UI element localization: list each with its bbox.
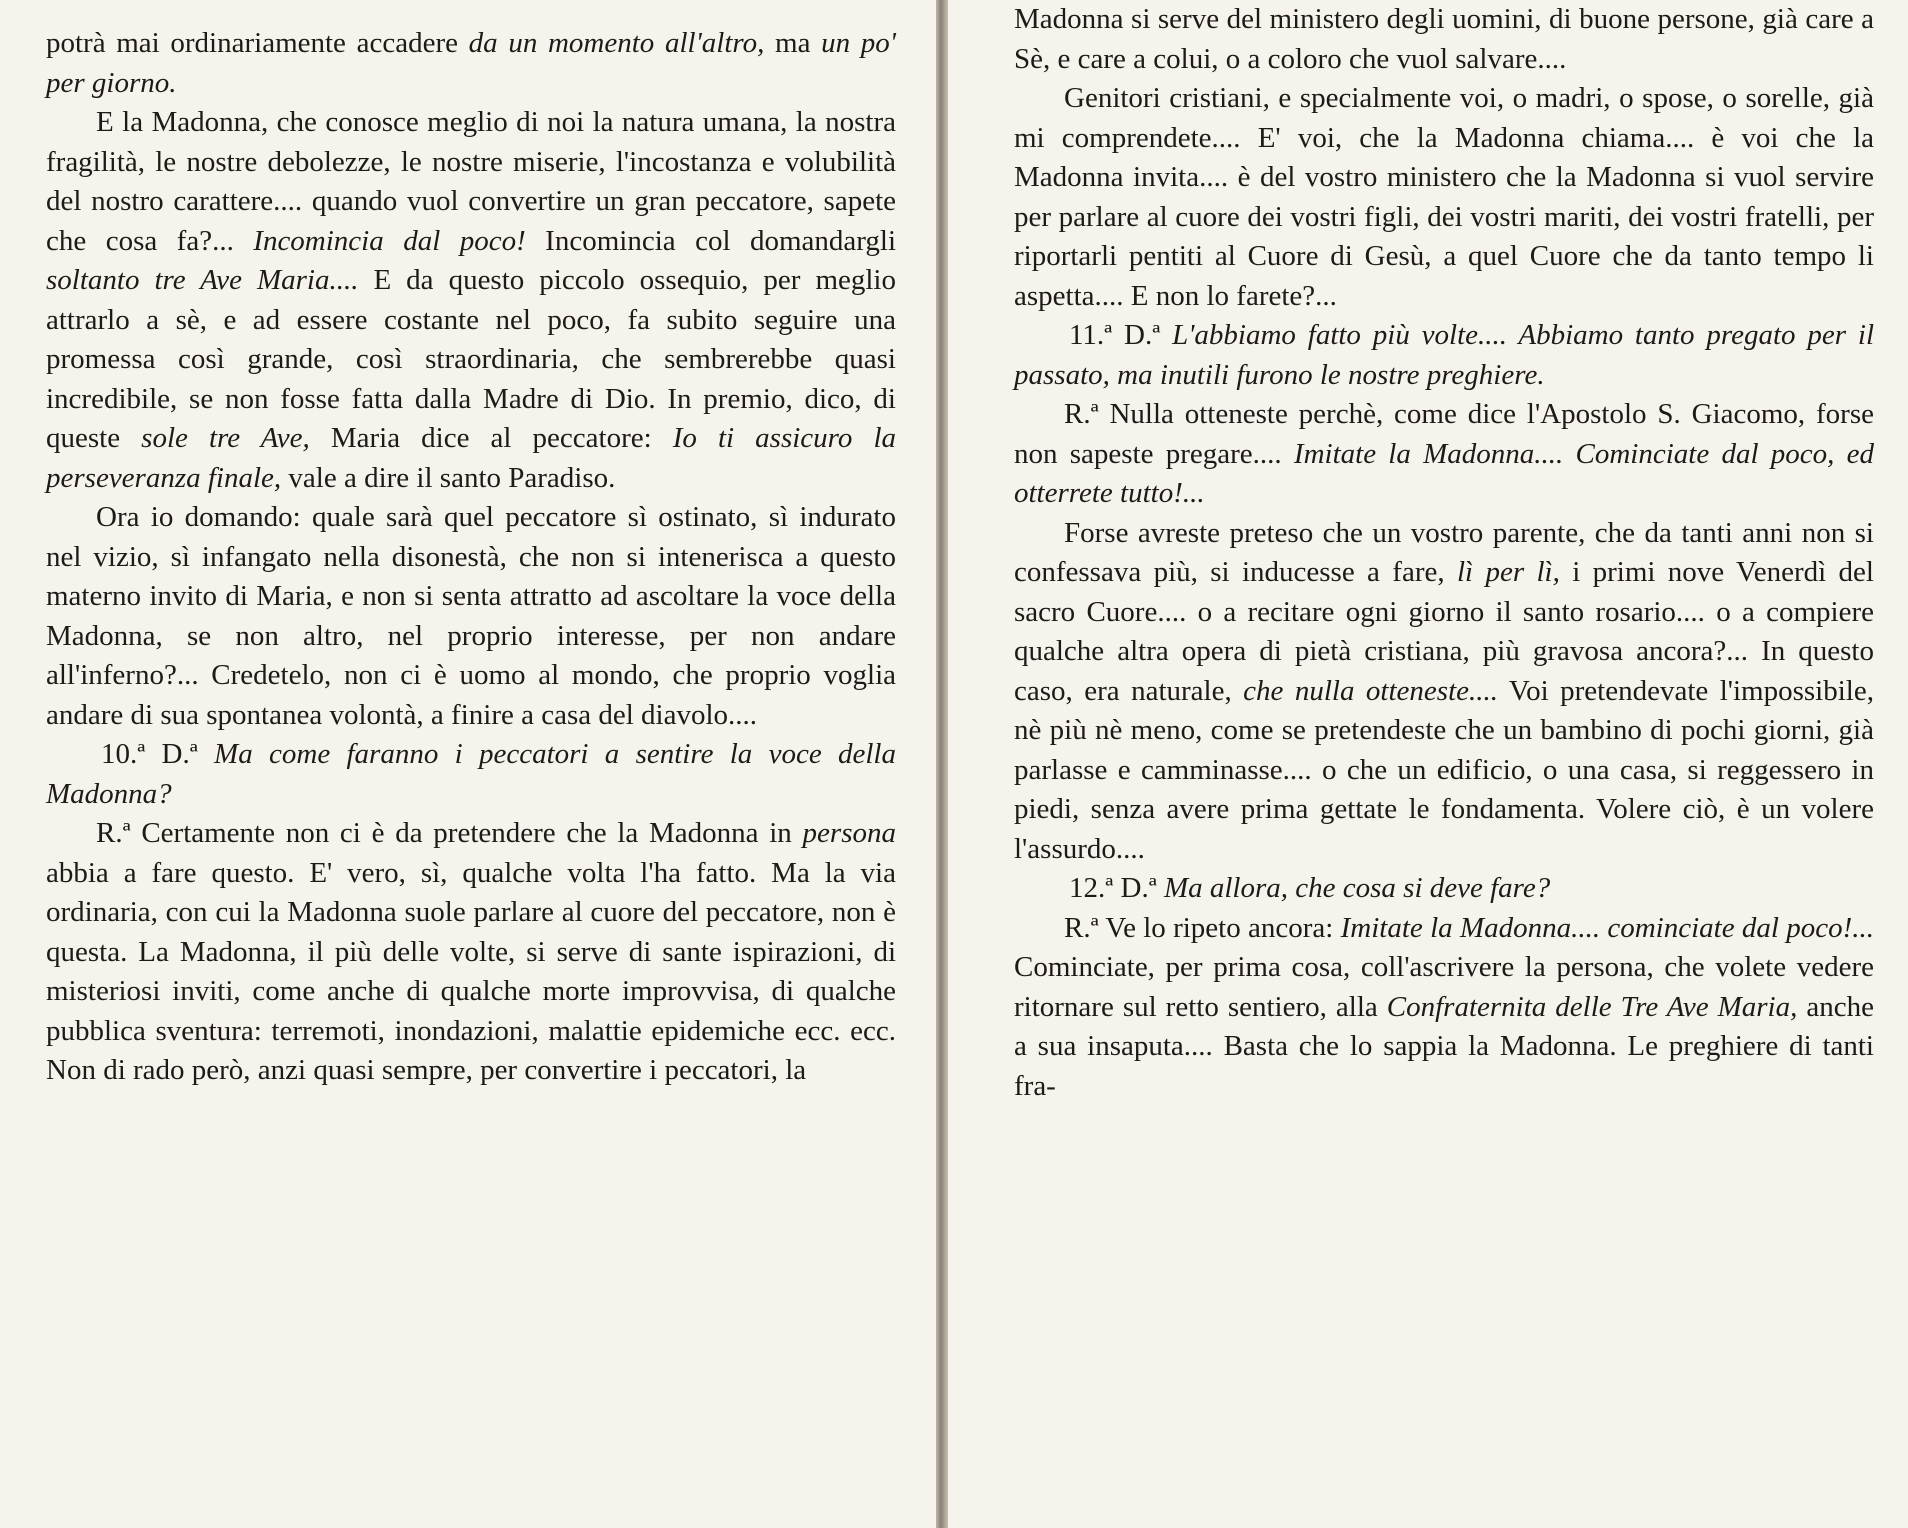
left-page bbox=[0, 0, 936, 1528]
text-run: Voi pretendevate l'impossibile, nè più nè meno, come se pretendeste che un bambino di pochi giorni, già parlasse e camminasse.... o che un edificio, o una casa, si reggessero in piedi, senza avere prima gettate le fondamenta. Volere ciò, è un volere l'assurdo.... bbox=[1014, 674, 1874, 865]
text-run: E la Madonna, che conosce meglio di noi la natura umana, la nostra fragilità, le nostre debolezze, le nostre miserie, l'incostanza e volubilità del nostro carattere.... quando vuol convertire un gran peccatore, sapete che cosa fa?... bbox=[46, 106, 896, 257]
italic-run: L'abbiamo fatto più volte.... Abbiamo tanto pregato per il passato, ma inutili furono le nostre preghiere. bbox=[1014, 319, 1874, 391]
paragraph bbox=[46, 103, 896, 498]
paragraph bbox=[1014, 0, 1874, 79]
right-page bbox=[948, 0, 1908, 1528]
text-run: Ora io domando: quale sarà quel peccatore sì ostinato, sì indurato nel vizio, sì infangato nella disonestà, che non si intenerisca a questo materno invito di Maria, e non si senta attratto ad ascoltare la voce della Madonna, se non altro, nel proprio interesse, per non andare all'inferno?... Credetelo, non ci è uomo al mondo, che proprio voglia andare di sua spontanea volontà, a finire a casa del diavolo.... bbox=[46, 501, 896, 731]
text-run: ma bbox=[764, 27, 822, 59]
text-run: 12.ª D.ª bbox=[1069, 872, 1164, 904]
right-page-text bbox=[1014, 0, 1874, 1106]
text-run: Maria dice al peccatore: bbox=[309, 422, 673, 454]
text-run: 11.ª D.ª bbox=[1069, 319, 1173, 351]
italic-run: Io ti assicuro la perseveranza finale, bbox=[46, 422, 897, 494]
question-heading bbox=[1014, 316, 1874, 395]
text-run: Forse avreste preteso che un vostro parente, che da tanti anni non si confessava più, si inducesse a fare, bbox=[1014, 516, 1874, 588]
italic-run: Imitate la Madonna.... cominciate dal poco!... bbox=[1340, 911, 1874, 944]
italic-run: sole tre Ave, bbox=[141, 422, 310, 454]
italic-run: Incomincia dal poco! bbox=[253, 224, 526, 257]
text-run: R.ª Certamente non ci è da pretendere che la Madonna in bbox=[96, 817, 803, 849]
italic-run: Ma allora, che cosa si deve fare? bbox=[1163, 872, 1551, 904]
italic-run: da un momento all'altro, bbox=[468, 27, 765, 59]
italic-run: Imitate la Madonna.... Cominciate dal poco, ed otterrete tutto!... bbox=[1014, 437, 1874, 509]
text-run: 10.ª D.ª bbox=[101, 738, 215, 770]
italic-run: soltanto tre Ave Maria.... bbox=[46, 264, 359, 296]
text-run: anche a sua insaputa.... Basta che lo sappia la Madonna. Le preghiere di tanti fra- bbox=[1014, 990, 1874, 1102]
question-heading bbox=[46, 735, 896, 814]
text-run: abbia a fare questo. E' vero, sì, qualche volta l'ha fatto. Ma la via ordinaria, con cui la Madonna suole parlare al cuore del peccatore, non è questa. La Madonna, il più delle volte, si serve di sante ispirazioni, di misteriosi inviti, come anche di qualche morte improvvisa, di qualche pubblica sventura: terremoti, inondazioni, malattie epidemiche ecc. ecc. Non di rado però, anzi quasi sempre, per convertire i peccatori, la bbox=[46, 856, 896, 1086]
text-run: Incomincia col domandargli bbox=[525, 224, 897, 257]
text-run: i primi nove Venerdì del sacro Cuore.... o a recitare ogni giorno il santo rosario.... o a compiere qualche altra opera di pietà cristiana, più gravosa ancora?... In questo caso, era naturale, bbox=[1014, 556, 1874, 707]
italic-run: lì per lì, bbox=[1456, 556, 1560, 588]
italic-run: Ma come faranno i peccatori a sentire la voce della Madonna? bbox=[46, 738, 896, 810]
text-run: potrà mai ordinariamente accadere bbox=[46, 27, 469, 59]
paragraph bbox=[46, 498, 896, 735]
text-run: Genitori cristiani, e specialmente voi, o madri, o spose, o sorelle, già mi comprendete.... E' voi, che la Madonna chiama.... è voi che la Madonna invita.... è del vostro ministero che la Madonna si vuol servire per parlare al cuore dei vostri figli, dei vostri mariti, dei vostri fratelli, per riportarli pentiti al Cuore di Gesù, a quel Cuore che da tanto tempo li aspetta.... E non lo farete?... bbox=[1014, 82, 1874, 312]
paragraph bbox=[1014, 514, 1874, 870]
answer-paragraph bbox=[1014, 909, 1874, 1107]
italic-run: Confraternita delle Tre Ave Maria, bbox=[1386, 990, 1798, 1023]
paragraph bbox=[46, 24, 896, 103]
italic-run: che nulla otteneste.... bbox=[1243, 674, 1498, 707]
left-page-text bbox=[46, 24, 896, 1091]
italic-run: un po' per giorno. bbox=[46, 27, 896, 99]
text-run: Cominciate, per prima cosa, coll'ascrivere la persona, che volete vedere ritornare sul retto sentiero, alla bbox=[1014, 951, 1874, 1023]
answer-paragraph bbox=[1014, 395, 1874, 514]
italic-run: persona bbox=[802, 817, 896, 849]
paragraph bbox=[1014, 79, 1874, 316]
book-gutter bbox=[936, 0, 948, 1528]
text-run: E da questo piccolo ossequio, per meglio attrarlo a sè, e ad essere costante nel poco, fa subito seguire una promessa così grande, così straordinaria, che sembrerebbe quasi incredibile, se non fosse fatta dalla Madre di Dio. In premio, dico, di queste bbox=[46, 264, 896, 454]
answer-paragraph bbox=[46, 814, 896, 1091]
text-run: R.ª Nulla otteneste perchè, come dice l'Apostolo S. Giacomo, forse non sapeste pregare.... bbox=[1014, 398, 1874, 470]
question-heading bbox=[1014, 869, 1874, 909]
text-run: vale a dire il santo Paradiso. bbox=[281, 461, 616, 494]
text-run: R.ª Ve lo ripeto ancora: bbox=[1064, 911, 1341, 944]
text-run: Madonna si serve del ministero degli uomini, di buone persone, già care a Sè, e care a colui, o a coloro che vuol salvare.... bbox=[1014, 3, 1874, 75]
